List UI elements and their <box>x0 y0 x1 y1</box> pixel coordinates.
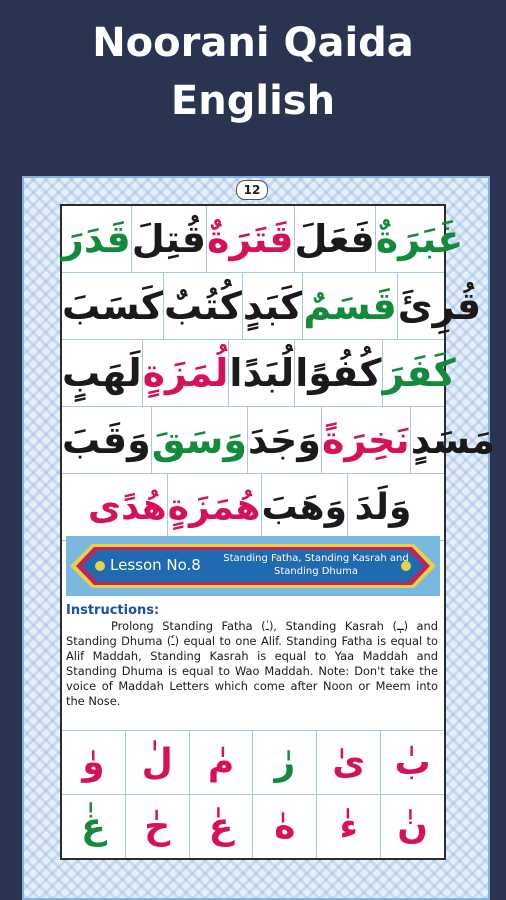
app-title <box>0 14 506 130</box>
letter-cell[interactable]: مٰ <box>189 731 253 794</box>
word-cell[interactable]: قَدَرَ <box>62 217 131 261</box>
word-cell[interactable]: فَعَلَ <box>294 206 375 272</box>
letter-cell[interactable]: ىٰ <box>316 731 380 794</box>
word-grid <box>62 206 495 541</box>
letter-cell[interactable]: غٰ <box>81 806 106 847</box>
word-row <box>62 273 482 340</box>
word-cell[interactable]: وَلَدَ <box>347 474 418 540</box>
word-cell[interactable]: وَسَقَ <box>151 407 247 473</box>
lesson-label: Lesson No.8 <box>110 556 201 574</box>
word-cell[interactable]: كَبَدٍ <box>242 273 303 339</box>
instructions-body: Prolong Standing Fatha (ـٰ), Standing Kasrah (ـٖ) and Standing Dhuma (ـٗ) equal to one Alif. Standing Fatha is equal to Alif Maddah, Standing Kasrah is equal to Yaa Maddah and Standing Dhuma is equal to Wao Maddah. Note: Don't take the voice of Maddah Letters which come after Noon or Meem into the Nose. <box>66 619 438 708</box>
word-cell[interactable]: كُفُوًا <box>294 340 381 406</box>
word-cell[interactable]: وَقَبَ <box>62 418 151 462</box>
word-cell[interactable]: قُتِلَ <box>131 206 206 272</box>
word-cell[interactable]: غَبَرَةٌ <box>375 206 464 272</box>
letter-row <box>62 794 444 858</box>
letter-grid <box>62 730 444 858</box>
lesson-description: Standing Fatha, Standing Kasrah and Standing Dhuma <box>223 553 409 577</box>
word-cell[interactable]: وَهَبَ <box>261 474 347 540</box>
letter-cell[interactable]: هٰ <box>252 795 316 858</box>
word-cell[interactable]: هُمَزَةٍ <box>167 474 261 540</box>
word-cell[interactable]: كَفَرَ <box>382 340 456 406</box>
instructions-title: Instructions: <box>66 603 160 618</box>
letter-cell[interactable]: حٰ <box>125 795 189 858</box>
letter-cell[interactable]: رٰ <box>252 731 316 794</box>
letter-cell[interactable]: وٰ <box>82 742 105 783</box>
word-row <box>62 340 456 407</box>
letter-cell[interactable]: لٰ <box>125 731 189 794</box>
letter-row <box>62 730 444 794</box>
word-row <box>62 206 464 273</box>
letter-cell[interactable]: بٰ <box>380 731 444 794</box>
word-cell[interactable]: قَتَرَةٌ <box>206 206 293 272</box>
instructions-panel <box>66 603 438 709</box>
letter-cell[interactable]: ءٰ <box>316 795 380 858</box>
page-number: 12 <box>236 180 268 200</box>
word-row <box>62 474 444 541</box>
word-cell[interactable]: لُبَدًا <box>228 340 294 406</box>
word-row <box>62 407 495 474</box>
word-cell[interactable]: مَسَدٍ <box>410 407 495 473</box>
word-cell[interactable]: كَسَبَ <box>62 284 163 328</box>
word-cell[interactable]: هُدًى <box>88 486 167 528</box>
word-cell[interactable]: لُمَزَةٍ <box>142 340 229 406</box>
word-cell[interactable]: قُرِئَ <box>397 273 481 339</box>
word-cell[interactable]: قَسَمٌ <box>302 273 396 339</box>
app-title-line1: Noorani Qaida <box>92 20 414 66</box>
word-cell[interactable]: وَجَدَ <box>247 407 321 473</box>
letter-cell[interactable]: نٰ <box>380 795 444 858</box>
app-title-line2: English <box>170 78 336 124</box>
word-cell[interactable]: نَخِرَةً <box>321 407 410 473</box>
word-cell[interactable]: لَهَبٍ <box>62 351 142 395</box>
word-cell[interactable]: كُتُبٌ <box>163 273 242 339</box>
letter-cell[interactable]: عٰ <box>189 795 253 858</box>
